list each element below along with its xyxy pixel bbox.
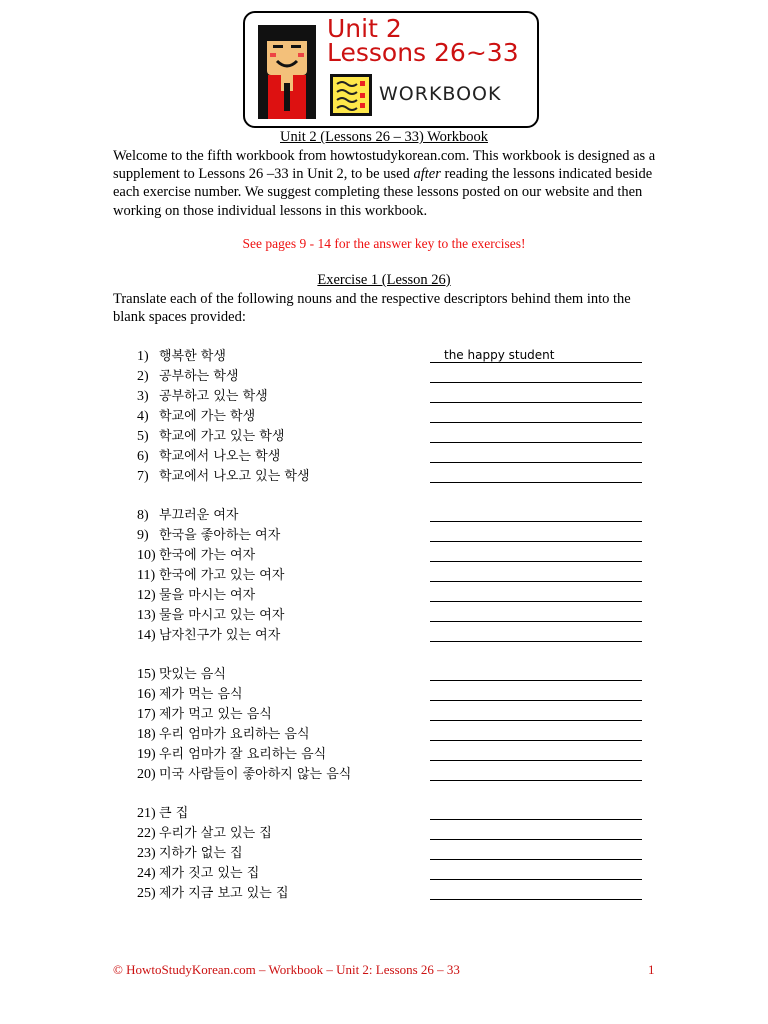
exercise-item bbox=[137, 683, 243, 703]
answer-key-note: See pages 9 - 14 for the answer key to the exercises! bbox=[242, 236, 526, 251]
korean-girl-illustration bbox=[250, 19, 325, 121]
exercise-item bbox=[137, 882, 289, 902]
item-korean-text: 제가 먹고 있는 음식 bbox=[159, 707, 272, 722]
exercise-item bbox=[137, 345, 226, 365]
answer-blank[interactable] bbox=[430, 764, 642, 781]
exercise-item bbox=[137, 445, 280, 465]
item-korean-text: 제가 먹는 음식 bbox=[159, 687, 243, 702]
answer-text: the happy student bbox=[444, 348, 555, 362]
item-number: 25) bbox=[137, 886, 156, 901]
item-korean-text: 제가 짓고 있는 집 bbox=[159, 866, 260, 881]
answer-blank[interactable] bbox=[430, 585, 642, 602]
item-korean-text: 제가 지금 보고 있는 집 bbox=[159, 886, 289, 901]
item-number: 13) bbox=[137, 608, 156, 623]
exercise-title: Exercise 1 (Lesson 26) bbox=[317, 272, 451, 288]
exercise-item bbox=[137, 862, 259, 882]
answer-blank[interactable] bbox=[430, 625, 642, 642]
answer-blank[interactable] bbox=[430, 565, 642, 582]
exercise-item bbox=[137, 465, 310, 485]
item-number: 1) bbox=[137, 349, 149, 364]
answer-blank[interactable] bbox=[430, 883, 642, 900]
item-number: 9) bbox=[137, 528, 149, 543]
item-number: 14) bbox=[137, 628, 156, 643]
item-number: 16) bbox=[137, 687, 156, 702]
item-korean-text: 학교에서 나오고 있는 학생 bbox=[159, 469, 310, 484]
intro-paragraph bbox=[113, 147, 658, 220]
answer-blank[interactable] bbox=[430, 704, 642, 721]
item-korean-text: 한국을 좋아하는 여자 bbox=[159, 528, 281, 543]
item-korean-text: 부끄러운 여자 bbox=[159, 508, 239, 523]
item-korean-text: 한국에 가는 여자 bbox=[159, 548, 256, 563]
item-number: 5) bbox=[137, 429, 149, 444]
item-number: 19) bbox=[137, 747, 156, 762]
answer-blank[interactable] bbox=[430, 744, 642, 761]
item-number: 21) bbox=[137, 806, 156, 821]
answer-blank[interactable] bbox=[430, 545, 642, 562]
intro-text-start: Welcome to the fifth workbook from howtostudykorean.com. This workbook is designed as a supplement to Lessons 26 –33 in Unit 2, to be used bbox=[113, 148, 656, 183]
answer-blank[interactable] bbox=[430, 843, 642, 860]
banner-workbook-label: WORKBOOK bbox=[379, 83, 502, 105]
intro-text-end: reading the lessons indicated beside each exercise number. We suggest completing these lessons posted on our website and then working on those individual lessons in this workbook. bbox=[113, 166, 653, 219]
item-number: 17) bbox=[137, 707, 156, 722]
item-number: 11) bbox=[137, 568, 156, 583]
answer-blank[interactable] bbox=[430, 803, 642, 820]
exercise-item bbox=[137, 365, 238, 385]
item-number: 8) bbox=[137, 508, 149, 523]
answer-blank[interactable] bbox=[430, 664, 642, 681]
exercise-item bbox=[137, 624, 280, 644]
answer-blank[interactable] bbox=[430, 406, 642, 423]
exercise-item bbox=[137, 504, 238, 524]
exercise-item bbox=[137, 802, 188, 822]
exercise-item bbox=[137, 842, 243, 862]
answer-blank[interactable] bbox=[430, 684, 642, 701]
answer-blank[interactable] bbox=[430, 505, 642, 522]
exercise-instructions: Translate each of the following nouns and the respective descriptors behind them into the blank spaces provided: bbox=[113, 291, 631, 326]
item-korean-text: 남자친구가 있는 여자 bbox=[159, 628, 281, 643]
item-number: 12) bbox=[137, 588, 156, 603]
item-korean-text: 물을 마시는 여자 bbox=[159, 588, 256, 603]
banner-lessons-title: Lessons 26~33 bbox=[327, 38, 519, 67]
item-korean-text: 미국 사람들이 좋아하지 않는 음식 bbox=[159, 767, 352, 782]
exercise-item bbox=[137, 405, 255, 425]
item-number: 10) bbox=[137, 548, 156, 563]
workbook-banner bbox=[243, 11, 539, 128]
answer-blank[interactable] bbox=[430, 386, 642, 403]
item-korean-text: 한국에 가고 있는 여자 bbox=[159, 568, 285, 583]
item-korean-text: 공부하는 학생 bbox=[159, 369, 239, 384]
exercise-item bbox=[137, 544, 255, 564]
answer-blank[interactable] bbox=[430, 346, 642, 363]
item-korean-text: 지하가 없는 집 bbox=[159, 846, 243, 861]
item-number: 20) bbox=[137, 767, 156, 782]
exercise-item bbox=[137, 703, 272, 723]
exercise-item bbox=[137, 524, 280, 544]
item-korean-text: 큰 집 bbox=[159, 806, 189, 821]
answer-blank[interactable] bbox=[430, 823, 642, 840]
item-number: 22) bbox=[137, 826, 156, 841]
item-korean-text: 행복한 학생 bbox=[159, 349, 226, 364]
exercise-item bbox=[137, 822, 272, 842]
exercise-item bbox=[137, 584, 255, 604]
item-korean-text: 학교에 가고 있는 학생 bbox=[159, 429, 285, 444]
item-number: 4) bbox=[137, 409, 149, 424]
item-korean-text: 물을 마시고 있는 여자 bbox=[159, 608, 285, 623]
item-number: 23) bbox=[137, 846, 156, 861]
item-number: 18) bbox=[137, 727, 156, 742]
item-korean-text: 학교에 가는 학생 bbox=[159, 409, 256, 424]
exercise-item bbox=[137, 663, 226, 683]
page-number: 1 bbox=[648, 962, 655, 977]
item-korean-text: 우리 엄마가 요리하는 음식 bbox=[159, 727, 310, 742]
answer-blank[interactable] bbox=[430, 525, 642, 542]
intro-emphasis: after bbox=[413, 166, 441, 183]
item-korean-text: 학교에서 나오는 학생 bbox=[159, 449, 281, 464]
answer-blank[interactable] bbox=[430, 605, 642, 622]
answer-blank[interactable] bbox=[430, 366, 642, 383]
exercise-item bbox=[137, 723, 310, 743]
item-korean-text: 맛있는 음식 bbox=[159, 667, 226, 682]
page-title: Unit 2 (Lessons 26 – 33) Workbook bbox=[280, 129, 488, 145]
item-number: 6) bbox=[137, 449, 149, 464]
answer-blank[interactable] bbox=[430, 724, 642, 741]
exercise-item bbox=[137, 604, 284, 624]
answer-blank[interactable] bbox=[430, 426, 642, 443]
exercise-item bbox=[137, 763, 351, 783]
exercise-item bbox=[137, 385, 268, 405]
answer-blank[interactable] bbox=[430, 446, 642, 463]
item-korean-text: 우리가 살고 있는 집 bbox=[159, 826, 272, 841]
banner-unit-title: Unit 2 bbox=[327, 14, 402, 43]
exercise-item bbox=[137, 564, 284, 584]
item-number: 24) bbox=[137, 866, 156, 881]
paper-notes-icon bbox=[329, 73, 373, 117]
item-number: 15) bbox=[137, 667, 156, 682]
item-number: 7) bbox=[137, 469, 149, 484]
item-number: 3) bbox=[137, 389, 149, 404]
item-korean-text: 공부하고 있는 학생 bbox=[159, 389, 268, 404]
footer-copyright: © HowtoStudyKorean.com – Workbook – Unit 2: Lessons 26 – 33 bbox=[113, 962, 460, 977]
item-korean-text: 우리 엄마가 잘 요리하는 음식 bbox=[159, 747, 327, 762]
exercise-item bbox=[137, 425, 284, 445]
item-number: 2) bbox=[137, 369, 149, 384]
exercise-item bbox=[137, 743, 326, 763]
answer-blank[interactable] bbox=[430, 863, 642, 880]
answer-blank[interactable] bbox=[430, 466, 642, 483]
